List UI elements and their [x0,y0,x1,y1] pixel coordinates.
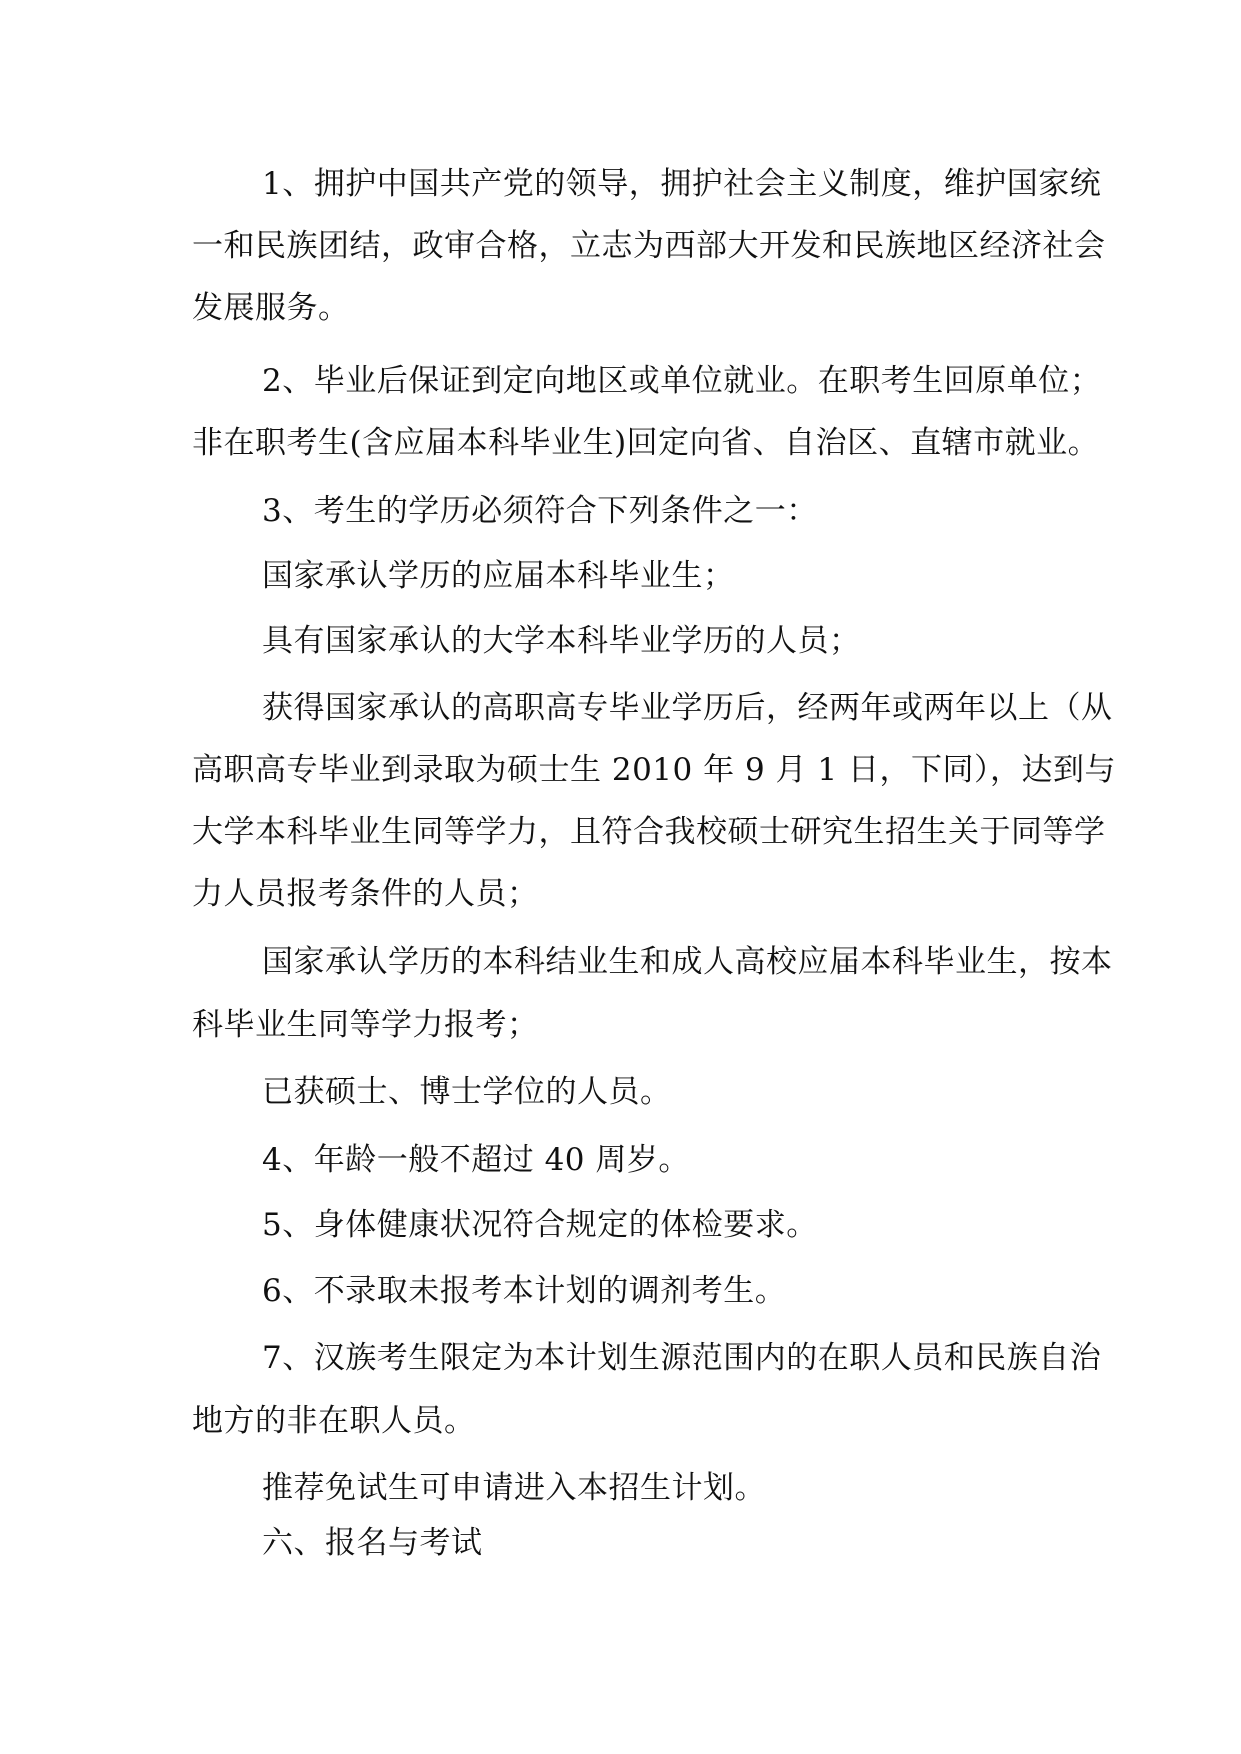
paragraph-line: 4、年龄一般不超过 40 周岁。 [262,1142,690,1178]
paragraph-line: 2、毕业后保证到定向地区或单位就业。在职考生回原单位； [262,363,1102,399]
paragraph-line: 获得国家承认的高职高专毕业学历后，经两年或两年以上（从 [262,690,1113,726]
paragraph-line: 1、拥护中国共产党的领导，拥护社会主义制度，维护国家统 [262,166,1102,202]
paragraph-line: 5、身体健康状况符合规定的体检要求。 [262,1207,818,1243]
section-heading: 六、报名与考试 [262,1525,483,1561]
paragraph-line: 6、不录取未报考本计划的调剂考生。 [262,1273,787,1309]
paragraph-line: 推荐免试生可申请进入本招生计划。 [262,1470,766,1506]
paragraph-line: 地方的非在职人员。 [192,1403,476,1439]
paragraph-line: 非在职考生(含应届本科毕业生)回定向省、自治区、直辖市就业。 [192,425,1100,461]
paragraph-line: 3、考生的学历必须符合下列条件之一： [262,493,818,529]
paragraph-line: 大学本科毕业生同等学力，且符合我校硕士研究生招生关于同等学 [192,814,1106,850]
paragraph-line: 国家承认学历的应届本科毕业生； [262,558,735,594]
paragraph-line: 国家承认学历的本科结业生和成人高校应届本科毕业生，按本 [262,944,1113,980]
paragraph-line: 具有国家承认的大学本科毕业学历的人员； [262,623,861,659]
paragraph-line: 7、汉族考生限定为本计划生源范围内的在职人员和民族自治 [262,1340,1102,1376]
paragraph-line: 发展服务。 [192,290,350,326]
paragraph-line: 力人员报考条件的人员； [192,876,539,912]
paragraph-line: 科毕业生同等学力报考； [192,1007,539,1043]
paragraph-line: 已获硕士、博士学位的人员。 [262,1074,672,1110]
paragraph-line: 一和民族团结，政审合格，立志为西部大开发和民族地区经济社会 [192,228,1106,264]
paragraph-line: 高职高专毕业到录取为硕士生 2010 年 9 月 1 日，下同），达到与 [192,752,1116,788]
